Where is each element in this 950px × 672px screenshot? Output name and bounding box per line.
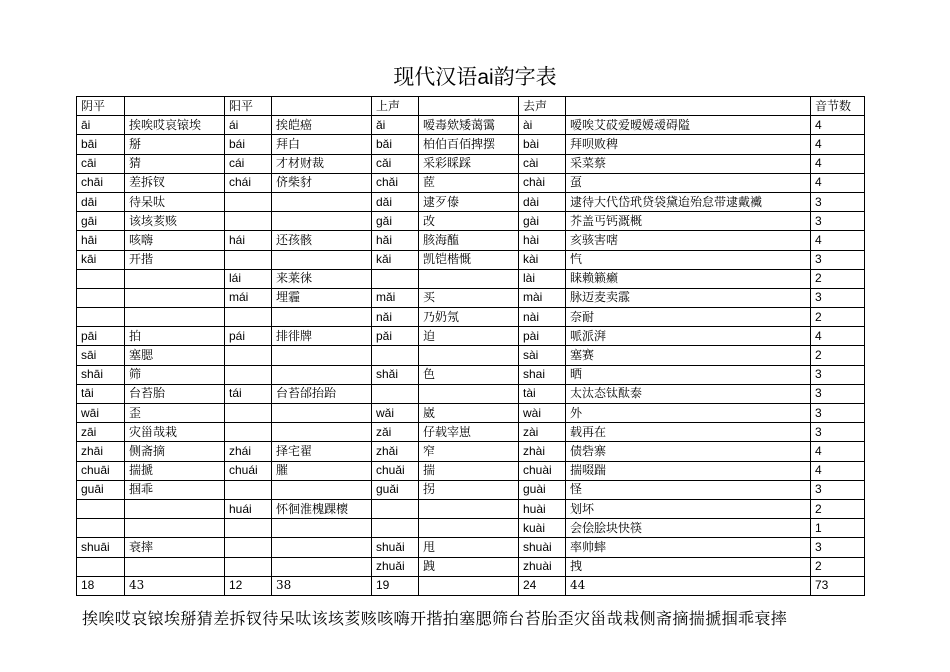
characters-cell: 侪柴豺	[272, 173, 372, 192]
characters-cell: 忾	[566, 250, 811, 269]
pinyin-cell: kǎi	[372, 250, 419, 269]
pinyin-cell: sài	[519, 346, 566, 365]
characters-cell: 38	[272, 576, 372, 595]
pinyin-cell: guāi	[77, 480, 125, 499]
characters-cell: 太汰态钛酞泰	[566, 384, 811, 403]
characters-cell: 胲海醢	[419, 231, 519, 250]
pinyin-cell: tāi	[77, 384, 125, 403]
header-cell	[566, 97, 811, 116]
pinyin-cell: dāi	[77, 192, 125, 211]
characters-cell	[419, 269, 519, 288]
characters-cell	[272, 365, 372, 384]
pinyin-cell	[225, 212, 272, 231]
pinyin-cell	[225, 192, 272, 211]
characters-cell: 来莱徕	[272, 269, 372, 288]
pinyin-cell	[225, 308, 272, 327]
table-row	[77, 461, 865, 480]
characters-cell: 色	[419, 365, 519, 384]
characters-cell: 待呆呔	[125, 192, 225, 211]
pinyin-cell: huài	[519, 499, 566, 518]
pinyin-cell: chái	[225, 173, 272, 192]
pinyin-cell	[77, 288, 125, 307]
pinyin-cell: ái	[225, 116, 272, 135]
characters-cell: 才材财裁	[272, 154, 372, 173]
pinyin-cell: dǎi	[372, 192, 419, 211]
pinyin-cell: kuài	[519, 519, 566, 538]
characters-cell: 拐	[419, 480, 519, 499]
syllable-count-cell: 3	[811, 423, 865, 442]
syllable-count-cell: 2	[811, 557, 865, 576]
characters-cell: 排徘牌	[272, 327, 372, 346]
header-cell: 去声	[519, 97, 566, 116]
characters-cell: 逮歹傣	[419, 192, 519, 211]
table-row	[77, 346, 865, 365]
pinyin-cell	[225, 346, 272, 365]
pinyin-cell: bái	[225, 135, 272, 154]
table-row	[77, 384, 865, 403]
characters-cell: 挨唉哎哀锿埃	[125, 116, 225, 135]
pinyin-cell: chāi	[77, 173, 125, 192]
characters-cell	[272, 519, 372, 538]
pinyin-cell	[225, 423, 272, 442]
characters-cell	[272, 250, 372, 269]
characters-cell: 44	[566, 576, 811, 595]
characters-cell: 差拆钗	[125, 173, 225, 192]
header-cell: 阳平	[225, 97, 272, 116]
table-row	[77, 365, 865, 384]
characters-cell: 迫	[419, 327, 519, 346]
characters-cell: 仔载宰崽	[419, 423, 519, 442]
characters-cell	[419, 384, 519, 403]
characters-cell	[272, 192, 372, 211]
pinyin-cell: shuāi	[77, 538, 125, 557]
characters-cell: 膗	[272, 461, 372, 480]
syllable-count-cell: 73	[811, 576, 865, 595]
bottom-character-list: 挨唉哎哀锿埃掰猜差拆钗待呆呔该垓荄赅咳嗨开揩拍塞腮筛台苔胎歪灾甾哉栽侧斋摘揣搋掴乖衰摔	[82, 609, 788, 628]
syllable-count-cell: 2	[811, 346, 865, 365]
pinyin-cell: guǎi	[372, 480, 419, 499]
table-row	[77, 557, 865, 576]
characters-cell: 拽	[566, 557, 811, 576]
characters-cell	[125, 269, 225, 288]
table-body	[77, 97, 865, 596]
pinyin-cell: bǎi	[372, 135, 419, 154]
syllable-count-cell: 2	[811, 308, 865, 327]
characters-cell	[125, 557, 225, 576]
header-cell: 阴平	[77, 97, 125, 116]
pinyin-cell	[225, 365, 272, 384]
characters-cell: 揣搋	[125, 461, 225, 480]
syllable-count-cell: 3	[811, 404, 865, 423]
characters-cell: 筛	[125, 365, 225, 384]
pinyin-cell: wāi	[77, 404, 125, 423]
characters-cell: 塞赛	[566, 346, 811, 365]
table-row	[77, 135, 865, 154]
characters-cell: 睐赖籁癞	[566, 269, 811, 288]
syllable-count-cell: 1	[811, 519, 865, 538]
syllable-count-cell: 4	[811, 327, 865, 346]
header-cell	[272, 97, 372, 116]
pinyin-cell: zhǎi	[372, 442, 419, 461]
pinyin-cell	[77, 269, 125, 288]
pinyin-cell	[372, 519, 419, 538]
pinyin-cell: ài	[519, 116, 566, 135]
pinyin-cell: mǎi	[372, 288, 419, 307]
pinyin-cell: shǎi	[372, 365, 419, 384]
syllable-count-cell: 3	[811, 365, 865, 384]
characters-cell: 挨皑癌	[272, 116, 372, 135]
characters-cell	[419, 346, 519, 365]
characters-cell	[419, 499, 519, 518]
pinyin-cell: cǎi	[372, 154, 419, 173]
pinyin-cell	[77, 557, 125, 576]
pinyin-cell: cái	[225, 154, 272, 173]
pinyin-cell: shāi	[77, 365, 125, 384]
pinyin-cell: lái	[225, 269, 272, 288]
table-row	[77, 423, 865, 442]
pinyin-cell: chuǎi	[372, 461, 419, 480]
characters-cell: 采彩睬踩	[419, 154, 519, 173]
totals-row	[77, 576, 865, 595]
pinyin-cell: gài	[519, 212, 566, 231]
pinyin-cell: zhài	[519, 442, 566, 461]
syllable-count-cell: 4	[811, 442, 865, 461]
table-row	[77, 116, 865, 135]
pinyin-cell: lài	[519, 269, 566, 288]
pinyin-cell	[77, 519, 125, 538]
pinyin-cell: chài	[519, 173, 566, 192]
pinyin-cell	[372, 269, 419, 288]
characters-cell: 外	[566, 404, 811, 423]
characters-cell: 43	[125, 576, 225, 595]
title-latin: ai	[477, 66, 494, 89]
characters-cell: 债砦寨	[566, 442, 811, 461]
syllable-count-cell: 2	[811, 499, 865, 518]
pinyin-cell	[225, 538, 272, 557]
syllable-count-cell: 3	[811, 250, 865, 269]
characters-cell: 采菜蔡	[566, 154, 811, 173]
syllable-count-cell: 3	[811, 212, 865, 231]
syllable-count-cell: 4	[811, 173, 865, 192]
table-row	[77, 499, 865, 518]
pinyin-cell: gāi	[77, 212, 125, 231]
syllable-count-cell: 3	[811, 480, 865, 499]
pinyin-cell	[372, 384, 419, 403]
characters-cell: 怪	[566, 480, 811, 499]
characters-cell: 怀徊淮槐踝櫰	[272, 499, 372, 518]
pinyin-cell: tài	[519, 384, 566, 403]
table-row	[77, 269, 865, 288]
header-cell: 音节数	[811, 97, 865, 116]
pinyin-cell: kāi	[77, 250, 125, 269]
characters-cell: 柏伯百佰捭摆	[419, 135, 519, 154]
pinyin-cell: zāi	[77, 423, 125, 442]
characters-cell: 茝	[419, 173, 519, 192]
characters-cell: 开揩	[125, 250, 225, 269]
pinyin-cell: cāi	[77, 154, 125, 173]
pinyin-cell: pǎi	[372, 327, 419, 346]
pinyin-cell: pài	[519, 327, 566, 346]
pinyin-cell: mài	[519, 288, 566, 307]
table-row	[77, 442, 865, 461]
pinyin-cell: hài	[519, 231, 566, 250]
characters-cell	[125, 499, 225, 518]
pinyin-cell: chuāi	[77, 461, 125, 480]
pinyin-cell: bài	[519, 135, 566, 154]
table-row	[77, 308, 865, 327]
characters-cell	[125, 519, 225, 538]
header-cell: 上声	[372, 97, 419, 116]
pinyin-cell: zhuài	[519, 557, 566, 576]
pinyin-cell: zhāi	[77, 442, 125, 461]
pinyin-cell: sāi	[77, 346, 125, 365]
table-row	[77, 288, 865, 307]
table-row	[77, 173, 865, 192]
syllable-count-cell: 4	[811, 154, 865, 173]
characters-cell: 灾甾哉栽	[125, 423, 225, 442]
characters-cell: 咳嗨	[125, 231, 225, 250]
pinyin-cell	[77, 308, 125, 327]
characters-cell: 划坏	[566, 499, 811, 518]
pinyin-cell: nǎi	[372, 308, 419, 327]
characters-cell	[272, 404, 372, 423]
table-row	[77, 519, 865, 538]
table-row	[77, 480, 865, 499]
table-row	[77, 327, 865, 346]
characters-cell: 嗳唉艾砹爱暧嫒叆碍隘	[566, 116, 811, 135]
pinyin-cell: wài	[519, 404, 566, 423]
characters-cell: 侧斋摘	[125, 442, 225, 461]
pinyin-cell: guài	[519, 480, 566, 499]
pinyin-cell: hāi	[77, 231, 125, 250]
characters-cell	[125, 308, 225, 327]
characters-cell	[125, 288, 225, 307]
header-cell	[125, 97, 225, 116]
characters-cell: 嗳毒欸矮蔼霭	[419, 116, 519, 135]
characters-cell	[272, 423, 372, 442]
characters-cell: 掰	[125, 135, 225, 154]
table-row	[77, 212, 865, 231]
pinyin-cell	[77, 499, 125, 518]
characters-cell: 该垓荄赅	[125, 212, 225, 231]
syllable-count-cell: 3	[811, 538, 865, 557]
title-suffix: 韵字表	[493, 65, 557, 89]
characters-cell: 买	[419, 288, 519, 307]
characters-cell: 改	[419, 212, 519, 231]
characters-cell: 塞腮	[125, 346, 225, 365]
characters-cell: 奈耐	[566, 308, 811, 327]
characters-cell: 芥盖丐钙溉概	[566, 212, 811, 231]
pinyin-cell: pāi	[77, 327, 125, 346]
characters-cell	[272, 538, 372, 557]
characters-cell: 逮待大代岱玳贷袋黛迨殆怠带逮戴襶	[566, 192, 811, 211]
title-prefix: 现代汉语	[393, 65, 478, 89]
pinyin-cell: zhái	[225, 442, 272, 461]
pinyin-cell: hái	[225, 231, 272, 250]
pinyin-cell: zài	[519, 423, 566, 442]
pinyin-cell	[372, 346, 419, 365]
characters-cell: 揣啜踹	[566, 461, 811, 480]
characters-cell: 甩	[419, 538, 519, 557]
characters-cell: 哌派湃	[566, 327, 811, 346]
header-row	[77, 97, 865, 116]
characters-cell: 跩	[419, 557, 519, 576]
syllable-count-cell: 4	[811, 461, 865, 480]
characters-cell: 会侩脍块快筷	[566, 519, 811, 538]
characters-cell: 拜白	[272, 135, 372, 154]
pinyin-cell: āi	[77, 116, 125, 135]
page-title	[0, 64, 950, 91]
header-cell	[419, 97, 519, 116]
pinyin-cell: huái	[225, 499, 272, 518]
pinyin-cell: zǎi	[372, 423, 419, 442]
pinyin-cell: pái	[225, 327, 272, 346]
pinyin-cell: 12	[225, 576, 272, 595]
characters-cell: 脉迈麦卖霡	[566, 288, 811, 307]
characters-cell: 揣	[419, 461, 519, 480]
pinyin-cell	[225, 250, 272, 269]
pinyin-cell: kài	[519, 250, 566, 269]
pinyin-cell: chǎi	[372, 173, 419, 192]
table-row	[77, 192, 865, 211]
characters-cell: 台苔邰抬跆	[272, 384, 372, 403]
pinyin-cell: zhuǎi	[372, 557, 419, 576]
characters-cell: 拜呗败稗	[566, 135, 811, 154]
characters-cell: 乃奶氖	[419, 308, 519, 327]
pinyin-cell	[225, 404, 272, 423]
syllable-count-cell: 3	[811, 192, 865, 211]
pinyin-cell	[225, 480, 272, 499]
table-row	[77, 404, 865, 423]
pinyin-cell: shai	[519, 365, 566, 384]
characters-cell: 台苔胎	[125, 384, 225, 403]
pinyin-cell: wǎi	[372, 404, 419, 423]
characters-cell: 率帅蟀	[566, 538, 811, 557]
pinyin-cell: shuǎi	[372, 538, 419, 557]
pinyin-cell: shuài	[519, 538, 566, 557]
characters-cell	[272, 346, 372, 365]
pinyin-cell: ǎi	[372, 116, 419, 135]
pinyin-cell: gǎi	[372, 212, 419, 231]
pinyin-cell	[225, 519, 272, 538]
pinyin-cell: chuài	[519, 461, 566, 480]
syllable-count-cell: 4	[811, 116, 865, 135]
characters-cell	[272, 480, 372, 499]
characters-cell	[272, 308, 372, 327]
characters-cell: 载再在	[566, 423, 811, 442]
pinyin-cell: dài	[519, 192, 566, 211]
pinyin-cell: 19	[372, 576, 419, 595]
pinyin-cell	[225, 557, 272, 576]
characters-cell: 晒	[566, 365, 811, 384]
table-row	[77, 231, 865, 250]
syllable-count-cell: 4	[811, 135, 865, 154]
characters-cell: 衰摔	[125, 538, 225, 557]
pinyin-cell	[372, 499, 419, 518]
characters-cell: 崴	[419, 404, 519, 423]
rhyme-table	[76, 96, 865, 596]
characters-cell: 埋霾	[272, 288, 372, 307]
table-row	[77, 250, 865, 269]
pinyin-cell: mái	[225, 288, 272, 307]
pinyin-cell: bāi	[77, 135, 125, 154]
characters-cell: 还孩骸	[272, 231, 372, 250]
pinyin-cell: 18	[77, 576, 125, 595]
syllable-count-cell: 2	[811, 269, 865, 288]
pinyin-cell: chuái	[225, 461, 272, 480]
characters-cell: 凯铠楷慨	[419, 250, 519, 269]
table-row	[77, 154, 865, 173]
characters-cell	[272, 557, 372, 576]
pinyin-cell: nài	[519, 308, 566, 327]
characters-cell: 猜	[125, 154, 225, 173]
syllable-count-cell: 3	[811, 384, 865, 403]
characters-cell: 拍	[125, 327, 225, 346]
pinyin-cell: cài	[519, 154, 566, 173]
syllable-count-cell: 3	[811, 288, 865, 307]
characters-cell: 亥骇害嗐	[566, 231, 811, 250]
table-row	[77, 538, 865, 557]
pinyin-cell: 24	[519, 576, 566, 595]
pinyin-cell: tái	[225, 384, 272, 403]
characters-cell: 择宅翟	[272, 442, 372, 461]
characters-cell	[272, 212, 372, 231]
characters-cell: 虿	[566, 173, 811, 192]
characters-cell: 歪	[125, 404, 225, 423]
pinyin-cell: hǎi	[372, 231, 419, 250]
characters-cell	[419, 519, 519, 538]
characters-cell: 掴乖	[125, 480, 225, 499]
characters-cell	[419, 576, 519, 595]
characters-cell: 窄	[419, 442, 519, 461]
syllable-count-cell: 4	[811, 231, 865, 250]
